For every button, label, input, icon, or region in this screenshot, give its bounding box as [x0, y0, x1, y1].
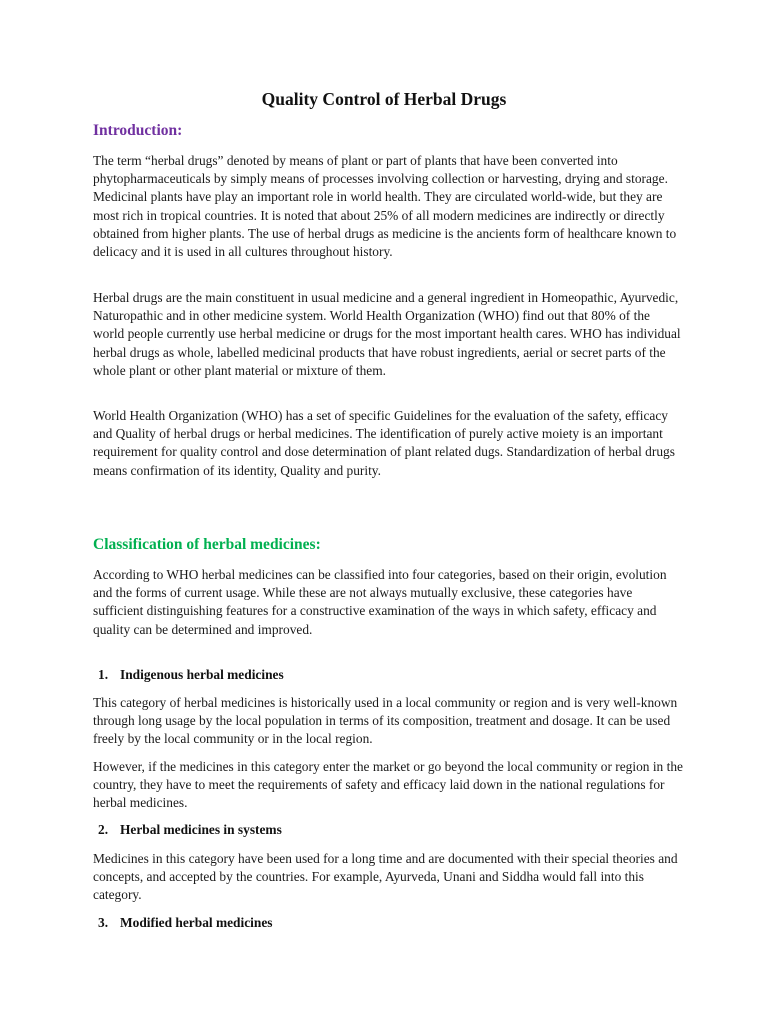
- intro-paragraph-2: Herbal drugs are the main constituent in usual medicine and a general ingredient in Homeopathic, Ayurvedic, Naturopathic and in other medicine system. World Health Organization (WHO) find out that 80% of the world people currently use herbal medicine or drugs for the most important health cares. WHO has individual herbal drugs as whole, labelled medicinal products that have robust ingredients, aerial or secret parts of the whole plant or other plant material or mixture of them.: [93, 290, 681, 378]
- intro-paragraph-1: The term “herbal drugs” denoted by means of plant or part of plants that have been converted into phytopharmaceuticals by simply means of processes involving collection or harvesting, drying and storage. Medicinal plants have play an important role in world health. They are circulated world-wide, but they are most rich in tropical countries. It is noted that about 25% of all modern medicines are indirectly or directly obtained from higher plants. The use of herbal drugs as medicine is the ancients form of healthcare known to delicacy and it is used in all cultures throughout history.: [93, 153, 677, 260]
- list-item-indigenous: [98, 667, 284, 683]
- list-item-systems: [98, 822, 282, 838]
- classification-heading: Classification of herbal medicines:: [93, 536, 321, 553]
- list-item-modified: [98, 915, 273, 931]
- list-item-number: 1.: [98, 667, 109, 682]
- page-title: Quality Control of Herbal Drugs: [261, 89, 507, 109]
- list-item-title: Modified herbal medicines: [120, 915, 273, 930]
- indigenous-paragraph-1: This category of herbal medicines is historically used in a local community or region and is very well-known through long usage by the local population in terms of its composition, treatment and dosage. It can be used freely by the local community or in the local region.: [93, 695, 678, 747]
- indigenous-paragraph-2: However, if the medicines in this category enter the market or go beyond the local community or region in the country, they have to meet the requirements of safety and efficacy laid down in the national regulations for herbal medicines.: [93, 759, 683, 811]
- systems-paragraph-1: Medicines in this category have been used for a long time and are documented with their special theories and concepts, and accepted by the countries. For example, Ayurveda, Unani and Siddha would fall into this category.: [93, 851, 678, 903]
- intro-paragraph-3: World Health Organization (WHO) has a set of specific Guidelines for the evaluation of the safety, efficacy and Quality of herbal drugs or herbal medicines. The identification of purely active moiety is an important requirement for quality control and dose determination of plant related dugs. Standardization of herbal drugs means confirmation of its identity, Quality and purity.: [93, 408, 675, 478]
- list-item-number: 3.: [98, 915, 109, 930]
- introduction-heading: Introduction:: [93, 122, 183, 139]
- list-item-number: 2.: [98, 822, 109, 837]
- list-item-title: Indigenous herbal medicines: [120, 667, 284, 682]
- classification-intro-paragraph: According to WHO herbal medicines can be classified into four categories, based on their origin, evolution and the forms of current usage. While these are not always mutually exclusive, these categories have sufficient distinguishing features for a constructive examination of the ways in which safety, efficacy and quality can be determined and improved.: [93, 567, 667, 637]
- list-item-title: Herbal medicines in systems: [120, 822, 282, 837]
